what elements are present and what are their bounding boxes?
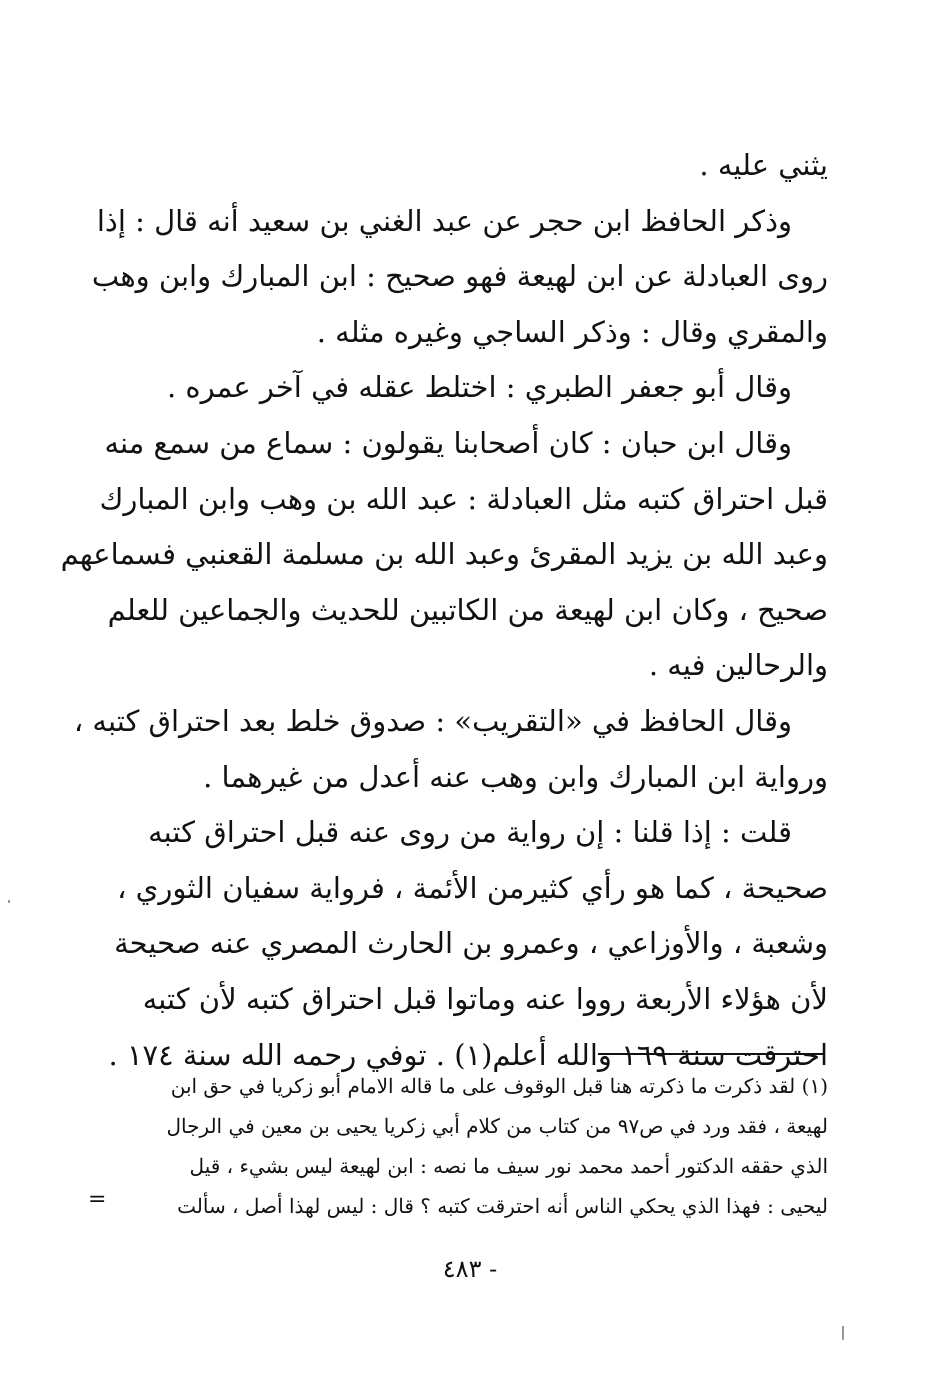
text-line: يثني عليه . bbox=[699, 148, 828, 182]
text-line: والرحالين فيه . bbox=[648, 648, 828, 683]
scan-artifact bbox=[8, 900, 10, 903]
text-line: ورواية ابن المبارك وابن وهب عنه أعدل من غيرهما . bbox=[203, 759, 828, 794]
page-number: - ٤٨٣ bbox=[442, 1255, 498, 1283]
text-line: وقال الحافظ في «التقريب» : صدوق خلط بعد احتراق كتبه ، bbox=[73, 703, 792, 738]
text-line: وقال أبو جعفر الطبري : اختلط عقله في آخر عمره . bbox=[166, 370, 792, 405]
footnote-line: الذي حققه الدكتور أحمد محمد نور سيف ما نصه : ابن لهيعة ليس بشيء ، قيل bbox=[189, 1154, 828, 1178]
text-line: وعبد الله بن يزيد المقرئ وعبد الله بن مسلمة القعنبي فسماعهم bbox=[60, 537, 828, 572]
text-line: قلت : إذا قلنا : إن رواية من روى عنه قبل احتراق كتبه bbox=[148, 815, 792, 850]
text-line: روى العبادلة عن ابن لهيعة فهو صحيح : ابن المبارك وابن وهب bbox=[91, 259, 828, 294]
text-line: لأن هؤلاء الأربعة رووا عنه وماتوا قبل احتراق كتبه لأن كتبه bbox=[142, 981, 828, 1016]
main-text bbox=[60, 138, 828, 1083]
scan-artifact bbox=[842, 1326, 844, 1340]
footnote-line: (١) لقد ذكرت ما ذكرته هنا قبل الوقوف على ما قاله الامام أبو زكريا في حق ابن bbox=[170, 1074, 828, 1098]
text-line: قبل احتراق كتبه مثل العبادلة : عبد الله بن وهب وابن المبارك bbox=[99, 481, 828, 516]
footnote-separator bbox=[598, 1053, 824, 1055]
footnote-block bbox=[112, 1066, 828, 1226]
footnote-continuation-mark: = bbox=[88, 1187, 107, 1212]
text-line: وذكر الحافظ ابن حجر عن عبد الغني بن سعيد أنه قال : إذا bbox=[96, 203, 792, 238]
text-line: وقال ابن حبان : كان أصحابنا يقولون : سماع من سمع منه bbox=[104, 425, 792, 460]
text-line: صحيح ، وكان ابن لهيعة من الكاتبين للحديث والجماعين للعلم bbox=[107, 592, 828, 627]
footnote-line: ليحيى : فهذا الذي يحكي الناس أنه احترقت كتبه ؟ قال : ليس لهذا أصل ، سألت bbox=[177, 1194, 828, 1218]
text-line: احترقت سنة ١٦٩ والله أعلم(١) . توفي رحمه الله سنة ١٧٤ . bbox=[108, 1037, 828, 1072]
footnote-line: لهيعة ، فقد ورد في ص٩٧ من كتاب من كلام أبي زكريا يحيى بن معين في الرجال bbox=[166, 1114, 828, 1138]
text-line: صحيحة ، كما هو رأي كثيرمن الأئمة ، فرواية سفيان الثوري ، bbox=[117, 870, 828, 905]
text-line: والمقري وقال : وذكر الساجي وغيره مثله . bbox=[316, 314, 828, 349]
text-line: وشعبة ، والأوزاعي ، وعمرو بن الحارث المصري عنه صحيحة bbox=[114, 926, 828, 961]
